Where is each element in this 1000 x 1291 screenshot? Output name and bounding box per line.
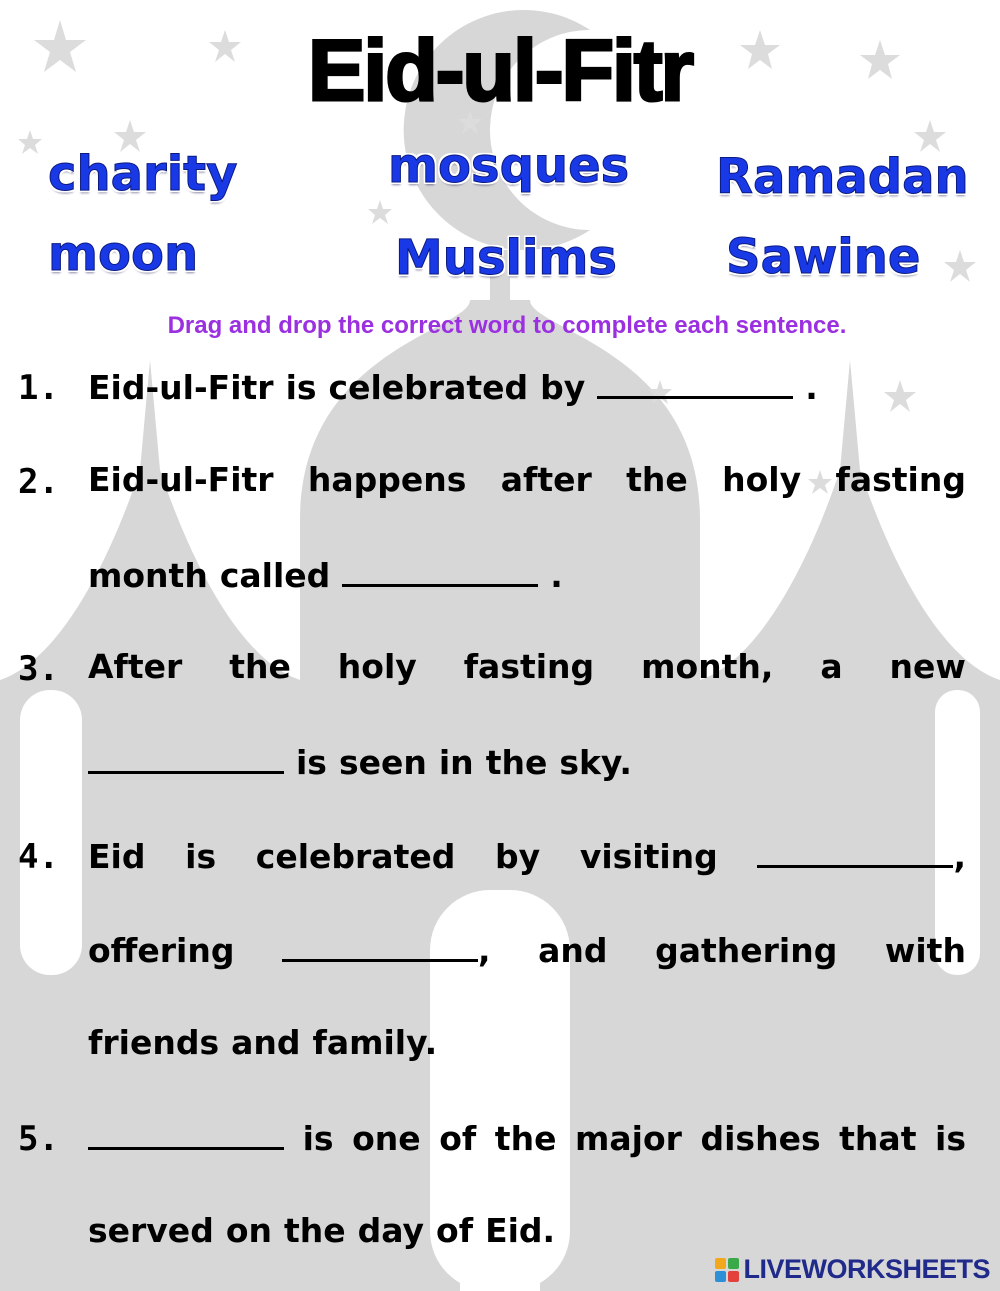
sentence-word: major [575, 1119, 682, 1158]
sentence-word: in [438, 743, 474, 782]
sentence-word: is [185, 837, 217, 876]
sentence-word: holy [337, 647, 417, 686]
sentence-word: one [352, 1119, 421, 1158]
sentence-word: the [485, 743, 548, 782]
punctuation: . [550, 556, 563, 595]
answer-drop-blank[interactable] [597, 366, 793, 399]
sentence-word: of [439, 1119, 477, 1158]
sentence-word: by [495, 837, 541, 876]
sentence-word: Eid-ul-Fitr [88, 368, 274, 407]
punctuation: , [478, 931, 491, 970]
word-tile-ramadan[interactable]: Ramadan [716, 149, 969, 205]
sentence-word: dishes [700, 1119, 821, 1158]
sentence-word: the [494, 1119, 557, 1158]
sentence-word: day [357, 1211, 425, 1250]
sentence-word: served [88, 1211, 214, 1250]
question-line [88, 1211, 966, 1253]
brand-name: LIVEWORKSHEETS [743, 1254, 990, 1284]
sentence-word: is [285, 368, 317, 407]
sentence-word: visiting [579, 837, 718, 876]
sentence-word: sky. [559, 743, 632, 782]
question-line [88, 647, 966, 689]
blank-with-punctuation [597, 366, 818, 407]
punctuation: , [953, 837, 966, 876]
sentence-word: is [296, 743, 327, 782]
sentence-word: fasting [835, 460, 966, 499]
sentence-word: celebrated [328, 368, 529, 407]
question-line [88, 554, 966, 596]
word-tile-charity[interactable]: charity [48, 146, 238, 202]
answer-drop-blank[interactable] [88, 741, 284, 774]
sentence-word: that [839, 1119, 917, 1158]
word-tile-mosques[interactable]: mosques [388, 138, 630, 194]
sentence-word: and [231, 1023, 301, 1062]
question-line [88, 460, 966, 502]
sentence-word: family. [312, 1023, 438, 1062]
question-line [88, 929, 966, 971]
blank-with-punctuation [88, 1117, 284, 1158]
question-line [88, 1023, 966, 1065]
sentence-word: a [820, 647, 843, 686]
question-line [88, 1117, 966, 1159]
sentence-word: is [935, 1119, 966, 1158]
word-tile-moon[interactable]: moon [48, 226, 199, 282]
sentence-word: and [538, 931, 608, 970]
punctuation: . [805, 368, 818, 407]
answer-drop-blank[interactable] [282, 929, 478, 962]
sentence-word: seen [338, 743, 427, 782]
sentence-word: by [540, 368, 586, 407]
sentence-word: Eid [88, 837, 146, 876]
sentence-word: celebrated [255, 837, 456, 876]
sentence-word: the [283, 1211, 346, 1250]
worksheet-title: Eid-ul-Fitr [307, 23, 693, 119]
question-line [88, 835, 966, 877]
sentence-word: new [889, 647, 966, 686]
sentence-word: offering [88, 931, 235, 970]
sentence-word: the [229, 647, 291, 686]
sentence-word: the [626, 460, 688, 499]
sentence-word: on [225, 1211, 272, 1250]
sentence-word: Eid. [485, 1211, 556, 1250]
sentence-word: is [302, 1119, 334, 1158]
question-number: 4. [18, 837, 59, 877]
sentence-word: of [436, 1211, 474, 1250]
instruction-text: Drag and drop the correct word to complete each sentence. [167, 312, 847, 339]
answer-drop-blank[interactable] [757, 835, 953, 868]
sentence-word: After [88, 647, 183, 686]
blank-with-punctuation [88, 741, 284, 782]
sentence-word: gathering [655, 931, 838, 970]
blank-with-punctuation [282, 929, 491, 970]
question-number: 5. [18, 1119, 59, 1159]
sentence-word: with [884, 931, 966, 970]
sentence-word: Eid-ul-Fitr [88, 460, 274, 499]
blank-with-punctuation [757, 835, 966, 876]
liveworksheets-logo-icon [714, 1257, 740, 1283]
question-line [88, 741, 966, 783]
liveworksheets-brand [714, 1254, 990, 1285]
sentence-word: happens [307, 460, 467, 499]
word-tile-sawine[interactable]: Sawine [726, 229, 921, 285]
question-number: 3. [18, 649, 59, 689]
sentence-word: friends [88, 1023, 220, 1062]
answer-drop-blank[interactable] [342, 554, 538, 587]
question-line [88, 366, 966, 408]
sentence-word: month [88, 556, 208, 595]
question-number: 2. [18, 462, 59, 502]
sentence-word: after [500, 460, 592, 499]
sentence-word: month, [641, 647, 774, 686]
sentence-word: called [219, 556, 331, 595]
word-tile-muslims[interactable]: Muslims [395, 230, 617, 286]
sentence-word: holy [722, 460, 802, 499]
question-number: 1. [18, 368, 59, 408]
sentence-word: fasting [463, 647, 595, 686]
answer-drop-blank[interactable] [88, 1117, 284, 1150]
blank-with-punctuation [342, 554, 563, 595]
